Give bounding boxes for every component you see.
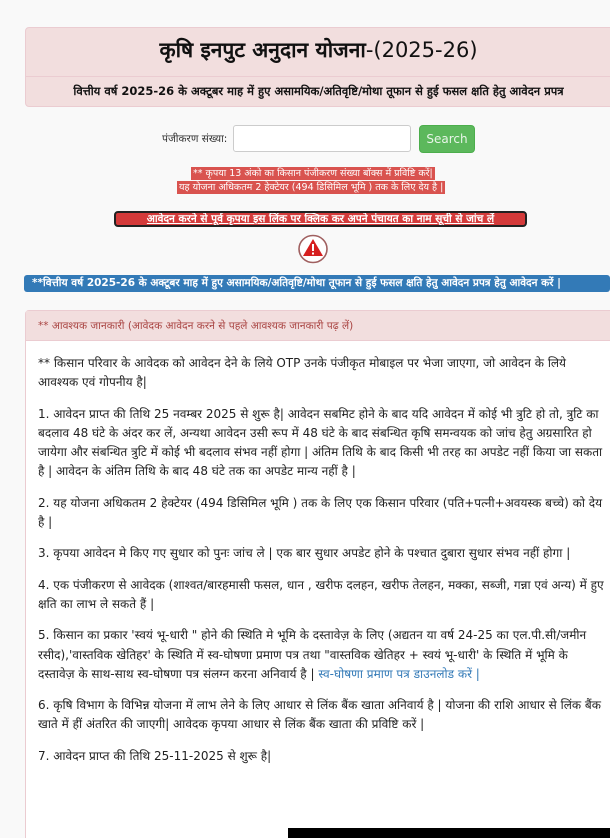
info-item-5 (38, 626, 608, 684)
title-year: -(2025-26) (365, 38, 478, 62)
self-declaration-download-link[interactable]: स्व-घोषणा प्रमाण पत्र डाउनलोड करें | (318, 666, 480, 681)
title-text: कृषि इनपुट अनुदान योजना (159, 38, 366, 62)
warning-triangle-icon (298, 234, 328, 264)
info-panel-heading: ** आवश्यक जानकारी (आवेदक आवेदन करने से पहले आवश्यक जानकारी पढ़ लें) (26, 311, 610, 341)
otp-info: ** किसान परिवार के आवेदक को आवेदन देने के लिये OTP उनके पंजीकृत मोबाइल पर भेजा जाएगा, जो आवेदन के लिये आवश्यक एवं गोपनीय है| (38, 356, 567, 390)
info-item-6: 6. कृषि विभाग के विभिन्न योजना में लाभ लेने के लिए आधार से लिंक बैंक खाता अनिवार्य है | योजना की राशि आधार से लिंक बैंक खाते में हीं अंतरित की जाएगी| आवेदक कृपया आधार से लिंक बैंक खाता की प्रविष्टि करें | (38, 698, 601, 732)
info-item-4: 4. एक पंजीकरण से आवेदक (शाश्वत/बारहमासी फसल, धान , खरीफ दलहन, खरीफ तेलहन, मक्का, सब्जी, गन्ना एवं अन्य) में हुए क्षति का लाभ ले सकते हैं | (38, 577, 604, 611)
search-button[interactable]: Search (419, 125, 475, 153)
registration-number-label: पंजीकरण संख्या: (162, 133, 228, 145)
info-item-3: 3. कृपया आवेदन मे किए गए सुधार को पुनः जांच ले | एक बार सुधार अपडेट होने के पश्चात दुबारा सुधार संभव नहीं होगा | (38, 546, 571, 561)
header-divider (26, 76, 610, 77)
apply-banner[interactable]: **वित्तीय वर्ष 2025-26 के अक्टूबर माह में हुए असामयिक/अतिवृष्टि/मोथा तूफान से हुई फसल क्षति हेतु आवेदन प्रपत्र हेतु आवेदन करें | (24, 275, 610, 292)
header-panel (25, 27, 610, 107)
page-subtitle: वित्तीय वर्ष 2025-26 के अक्टूबर माह में हुए असामयिक/अतिवृष्टि/मोथा तूफान से हुई फसल क्षति हेतु आवेदन प्रपत्र (73, 84, 564, 98)
info-item-2: 2. यह योजना अधिकतम 2 हेक्टेयर (494 डिसिमिल भूमि ) तक के लिए एक किसान परिवार (पति+पत्नी+अवयस्क बच्चे) को देय है | (38, 495, 603, 530)
registration-number-input[interactable] (233, 125, 411, 152)
page-title (26, 36, 610, 64)
info-item-7: 7. आवेदन प्राप्त की तिथि 25-11-2025 से शुरू है| (38, 748, 272, 763)
info-item-5-text: 5. किसान का प्रकार 'स्वयं भू-धारी " होने की स्थिति मे भूमि के दस्तावेज़ के लिए (अद्यतन या वर्ष 24-25 का एल.पी.सी/जमीन रसीद),'वास्तविक खेतिहर' के स्थिति में स्व-घोषणा प्रमाण पत्र तथा "वास्तविक खेतिहर + स्वयं भू-धारी' के स्थिति में भूमि के दस्तावेज़ के साथ-साथ स्व-घोषणा पत्र संलग्न करना अनिवार्य है | (38, 628, 587, 681)
overlay-bar (288, 828, 610, 838)
info-item-1: 1. आवेदन प्राप्त की तिथि 25 नवम्बर 2025 से शुरू है| आवेदन सबमिट होने के बाद यदि आवेदन में कोई भी त्रुटि हो तो, त्रुटि का बदलाव 48 घंटे के अंदर कर लें, अन्यथा आवेदन उसी रूप में 48 घंटे के बाद संबन्धित कृषि समन्वयक को जांच हेतु अग्रसारित हो जायेगा और संबन्धित त्रुटि में कोई भी बदलाव संभव नहीं होगा | अंतिम तिथि के बाद किसी भी तरह का अपडेट नहीं किया जा सकता है | आवेदन के अंतिम तिथि के बाद 48 घंटे तक का अपडेट मान्य नहीं है | (38, 406, 603, 479)
search-form (0, 124, 610, 154)
info-panel-body (38, 354, 608, 778)
land-limit-notice: यह योजना अधिकतम 2 हेक्टेयर (494 डिसिमिल भूमि ) तक के लिए देय है | (179, 182, 444, 193)
info-panel (25, 310, 610, 838)
panchayat-check-link[interactable]: आवेदन करने से पूर्व कृपया इस लिंक पर क्लिक कर अपने पंचायत का नाम सूची से जांच लें (114, 211, 527, 227)
registration-notice: ** कृपया 13 अंको का किसान पंजीकरण संख्या बॉक्स में प्रविष्टि करें| (193, 168, 433, 179)
